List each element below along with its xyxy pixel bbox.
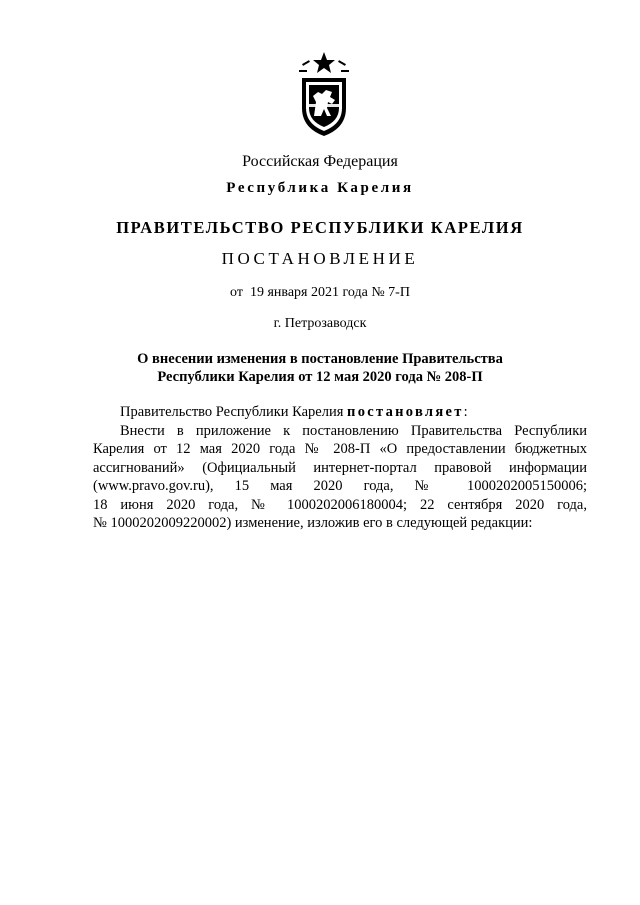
government-title: ПРАВИТЕЛЬСТВО РЕСПУБЛИКИ КАРЕЛИЯ: [116, 218, 524, 237]
decree-verb: постановляет: [347, 404, 464, 420]
subject-line-2: Республики Карелия от 12 мая 2020 года № 208-П: [157, 369, 483, 385]
body-line: 18 июня 2020 года, № 1000202006180004; 22 сентября 2020 года,: [93, 496, 587, 513]
body-line: (www.pravo.gov.ru), 15 мая 2020 года, № 1000202005150006;: [93, 478, 587, 494]
body-line: ассигнований» (Официальный интернет-портал правовой информации: [93, 459, 587, 476]
document-type: ПОСТАНОВЛЕНИЕ: [221, 249, 419, 268]
document-city: г. Петрозаводск: [273, 316, 367, 331]
document-date: от 19 января 2021 года № 7-П: [230, 285, 410, 300]
coat-of-arms-icon: [296, 50, 352, 138]
republic-name: Республика Карелия: [226, 180, 414, 196]
subject-line-1: О внесении изменения в постановление Правительства: [137, 351, 503, 367]
document-body: [93, 403, 587, 533]
country-name: Российская Федерация: [242, 153, 398, 170]
document-subject: [0, 350, 640, 386]
body-line: № 1000202009220002) изменение, изложив его в следующей редакции:: [93, 515, 533, 531]
intro-line: [93, 403, 587, 422]
body-line: Карелия от 12 мая 2020 года № 208-П «О предоставлении бюджетных: [93, 441, 587, 457]
body-line: Внести в приложение к постановлению Правительства Республики: [120, 422, 587, 439]
intro-end: :: [463, 404, 468, 420]
intro-text: Правительство Республики Карелия: [120, 404, 348, 420]
